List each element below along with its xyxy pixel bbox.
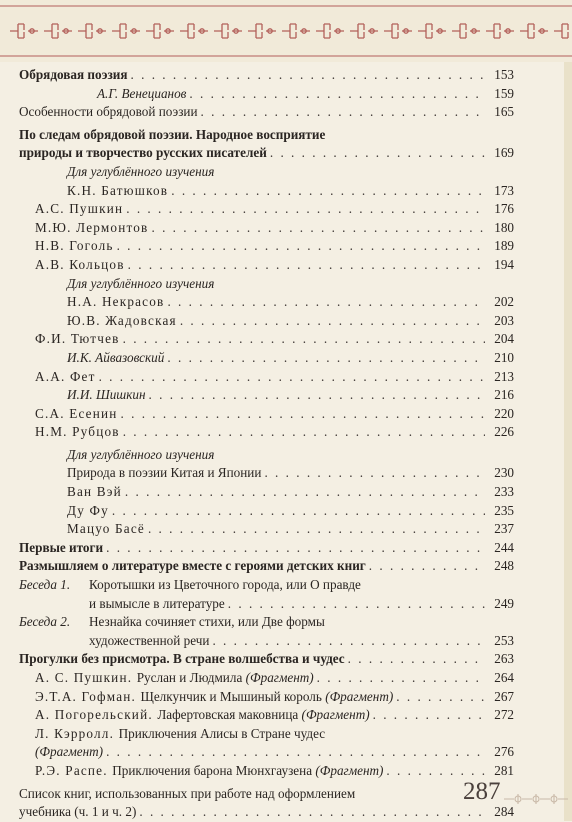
page-ref: 159 <box>494 85 514 101</box>
toc-entry-title <box>19 743 103 762</box>
page-edge <box>564 0 572 821</box>
work-title: Щелкунчик и Мышиный король <box>140 688 322 704</box>
toc-entry-line <box>19 785 514 804</box>
title-text: Ю.В. Жадовская <box>67 312 177 328</box>
page-ref: 237 <box>494 521 514 537</box>
title-text: Мацуо Басё <box>67 521 145 537</box>
dot-leader <box>264 464 485 483</box>
conversation-title: Незнайка сочиняет стихи, или Две формы <box>89 614 325 630</box>
toc-entry <box>19 237 514 256</box>
page-ref: 253 <box>494 632 514 648</box>
toc-entry-title <box>19 182 168 201</box>
toc-entry-title <box>19 368 96 387</box>
page-ref: 169 <box>494 145 514 161</box>
toc-entry <box>19 219 514 238</box>
toc-entry-line <box>19 446 514 465</box>
toc-entry <box>19 502 514 521</box>
toc-entry-title <box>19 502 109 521</box>
page-ref: 153 <box>494 67 514 82</box>
conversation-title: Коротышки из Цветочного города, или О правде <box>89 577 361 593</box>
dot-leader <box>167 349 485 368</box>
title-text: А.С. Пушкин <box>35 201 124 217</box>
dot-leader <box>123 423 485 442</box>
toc-entry-title <box>19 786 355 801</box>
toc-entry <box>19 256 514 275</box>
page-ref: 176 <box>494 201 514 217</box>
toc-entry <box>19 632 514 651</box>
toc-entry-title <box>19 219 148 238</box>
page-ref: 226 <box>494 424 514 440</box>
author-name: Р.Э. Распе. <box>35 762 113 778</box>
title-text: Первые итоги <box>19 539 104 555</box>
dot-leader <box>348 650 485 669</box>
dot-leader <box>128 256 485 275</box>
page-ref: 220 <box>494 405 514 421</box>
toc-entry <box>19 464 514 483</box>
top-ornament-border <box>0 0 572 62</box>
page-ref: 281 <box>494 762 514 778</box>
toc-entry-title <box>19 595 225 614</box>
toc-entry-title <box>19 144 267 163</box>
toc-entry <box>19 595 514 614</box>
toc-entry <box>19 706 514 725</box>
title-text: Н.В. Гоголь <box>35 238 114 254</box>
author-name: Э.Т.А. Гофман. <box>35 688 141 704</box>
author-name: А. Погорельский. <box>35 707 158 723</box>
dot-leader <box>201 103 485 122</box>
dot-leader <box>189 85 485 104</box>
title-text: Для углублённого изучения <box>67 163 215 179</box>
toc-entry-title <box>19 632 209 651</box>
toc-entry-title <box>19 127 325 142</box>
dot-leader <box>106 743 485 762</box>
work-title: Приключения барона Мюнхгаузена <box>112 762 313 778</box>
title-text: учебника (ч. 1 и ч. 2) <box>19 804 137 820</box>
title-text: Особенности обрядовой поэзии <box>19 104 198 120</box>
dot-leader <box>121 405 485 424</box>
toc-entry-title <box>19 237 114 256</box>
toc-entry-line <box>19 725 514 744</box>
dot-leader <box>151 219 485 238</box>
toc-entry-title <box>19 762 383 781</box>
toc-entry-title <box>19 539 103 558</box>
title-text: Для углублённого изучения <box>67 275 215 291</box>
dot-leader <box>139 803 485 822</box>
toc-entry <box>19 405 514 424</box>
title-text: Природа в поэзии Китая и Японии <box>67 465 262 481</box>
title-text: Обрядовая поэзия <box>19 67 128 82</box>
toc-entry-line <box>19 163 514 182</box>
toc-entry <box>19 85 514 104</box>
toc-entry <box>19 293 514 312</box>
toc-entry <box>19 66 514 85</box>
dot-leader <box>117 237 485 256</box>
toc-entry-title <box>19 650 345 669</box>
work-title: Приключения Алисы в Стране чудес <box>118 725 326 741</box>
toc-entry-title <box>19 66 128 85</box>
dot-leader <box>212 632 485 651</box>
author-name: А. С. Пушкин. <box>35 670 137 685</box>
title-text: природы и творчество русских писателей <box>19 145 267 161</box>
fragment-note: (Фрагмент) <box>312 762 384 778</box>
toc-entry-title <box>19 423 120 442</box>
title-text: художественной речи <box>89 632 210 648</box>
page-ref: 233 <box>494 484 514 500</box>
toc-entry <box>19 349 514 368</box>
title-text: И.К. Айвазовский <box>67 349 165 365</box>
toc-entry-title <box>19 557 366 576</box>
toc-entry-title <box>19 330 120 349</box>
page-ref: 263 <box>494 651 514 667</box>
conversation-label: Беседа 1. <box>19 577 71 593</box>
toc-entry <box>19 803 514 822</box>
dot-leader <box>317 669 485 688</box>
toc-entry-title <box>19 405 118 424</box>
toc-entry <box>19 483 514 502</box>
dot-leader <box>131 66 486 85</box>
toc-entry-line <box>19 275 514 294</box>
dot-leader <box>369 557 485 576</box>
toc-entry-title <box>19 447 214 462</box>
page-ref: 235 <box>494 502 514 518</box>
dot-leader <box>228 595 485 614</box>
toc-entry <box>19 103 514 122</box>
toc-entry <box>19 330 514 349</box>
toc-entry-title <box>19 706 370 725</box>
conversation-label: Беседа 2. <box>19 614 71 630</box>
title-text: М.Ю. Лермонтов <box>35 219 149 235</box>
title-text: По следам обрядовой поэзии. Народное восприятие <box>19 126 326 142</box>
title-text: И.И. Шишкин <box>67 387 146 403</box>
toc-entry-line <box>19 576 514 595</box>
toc-entry-title <box>19 386 146 405</box>
dot-leader <box>125 483 485 502</box>
toc-entry-title <box>19 200 123 219</box>
author-name: Л. Кэрролл. <box>35 725 119 741</box>
toc-entry <box>19 557 514 576</box>
title-text: Ван Вэй <box>67 484 122 500</box>
dot-leader <box>148 520 485 539</box>
page-ref: 284 <box>494 804 514 820</box>
page-ref: 267 <box>494 688 514 704</box>
toc-entry-title <box>19 669 314 688</box>
dot-leader <box>99 368 485 387</box>
toc-entry-title <box>19 726 325 741</box>
toc-entry-title <box>19 349 164 368</box>
toc-entry <box>19 743 514 762</box>
page-ref: 248 <box>494 558 514 574</box>
toc-entry <box>19 423 514 442</box>
dot-leader <box>106 539 485 558</box>
page-ref: 194 <box>494 256 514 272</box>
page-ref: 203 <box>494 312 514 328</box>
dot-leader <box>171 182 485 201</box>
title-text: Список книг, использованных при работе над оформлением <box>19 785 356 801</box>
toc-entry <box>19 368 514 387</box>
title-text: К.Н. Батюшков <box>67 182 169 198</box>
toc-entry <box>19 200 514 219</box>
dot-leader <box>373 706 485 725</box>
toc-entry-line <box>19 126 514 145</box>
toc-entry-title <box>19 103 198 122</box>
page-ref: 276 <box>494 744 514 760</box>
toc-entry <box>19 520 514 539</box>
toc-entry-title <box>19 312 177 331</box>
page-ref: 173 <box>494 182 514 198</box>
title-text: Н.А. Некрасов <box>67 294 165 310</box>
table-of-contents <box>19 66 514 822</box>
page-ref: 244 <box>494 539 514 555</box>
toc-entry-title <box>19 293 164 312</box>
toc-entry <box>19 182 514 201</box>
fragment-note: (Фрагмент) <box>242 670 314 685</box>
page-ref: 230 <box>494 465 514 481</box>
toc-entry-title <box>19 464 261 483</box>
toc-entry <box>19 762 514 781</box>
page-number: 287 <box>463 778 501 805</box>
toc-entry <box>19 650 514 669</box>
title-text: Для углублённого изучения <box>67 446 215 462</box>
toc-entry-title <box>19 803 136 822</box>
dot-leader <box>270 144 485 163</box>
fragment-note: (Фрагмент) <box>298 707 370 723</box>
toc-entry-title <box>19 256 125 275</box>
page-ref: 213 <box>494 368 514 384</box>
page-ref: 202 <box>494 294 514 310</box>
toc-entry-title <box>19 164 214 179</box>
title-text: А.Г. Венецианов <box>97 85 187 101</box>
page-ref: 264 <box>494 670 514 685</box>
page-ref: 272 <box>494 707 514 723</box>
title-text: Размышляем о литературе вместе с героями детских книг <box>19 558 366 574</box>
page-ref: 216 <box>494 387 514 403</box>
title-text: А.А. Фет <box>35 368 96 384</box>
title-text: и вымысле в литературе <box>89 595 225 611</box>
title-text: Прогулки без присмотра. В стране волшебства и чудес <box>19 651 345 667</box>
page-ref: 210 <box>494 349 514 365</box>
dot-leader <box>180 312 485 331</box>
toc-entry-title <box>19 85 186 104</box>
title-text: С.А. Есенин <box>35 405 118 421</box>
work-title: Лафертовская маковница <box>157 707 299 723</box>
toc-entry-title <box>19 688 393 707</box>
title-text: Н.М. Рубцов <box>35 424 120 440</box>
page-ref: 180 <box>494 219 514 235</box>
dot-leader <box>123 330 485 349</box>
toc-entry-title <box>19 520 145 539</box>
toc-entry <box>19 144 514 163</box>
page-ref: 189 <box>494 238 514 254</box>
dot-leader <box>126 200 485 219</box>
toc-entry-line <box>19 613 514 632</box>
toc-entry-title <box>19 483 122 502</box>
dot-leader <box>112 502 485 521</box>
toc-entry-title <box>19 276 214 291</box>
toc-entry <box>19 688 514 707</box>
page-ref: 204 <box>494 331 514 347</box>
fragment-note: (Фрагмент) <box>321 688 394 704</box>
toc-entry <box>19 386 514 405</box>
dot-leader <box>167 293 485 312</box>
dot-leader <box>149 386 485 405</box>
toc-entry <box>19 312 514 331</box>
page-ref: 249 <box>494 595 514 611</box>
title-text: А.В. Кольцов <box>35 256 125 272</box>
work-title: Руслан и Людмила <box>136 670 243 685</box>
page-ref: 165 <box>494 104 514 120</box>
toc-entry <box>19 539 514 558</box>
title-text: Ф.И. Тютчев <box>35 331 120 347</box>
title-text: (Фрагмент) <box>35 744 104 760</box>
bottom-ornament <box>500 788 572 810</box>
toc-entry <box>19 669 514 688</box>
title-text: Ду Фу <box>67 502 109 518</box>
dot-leader <box>396 688 485 707</box>
